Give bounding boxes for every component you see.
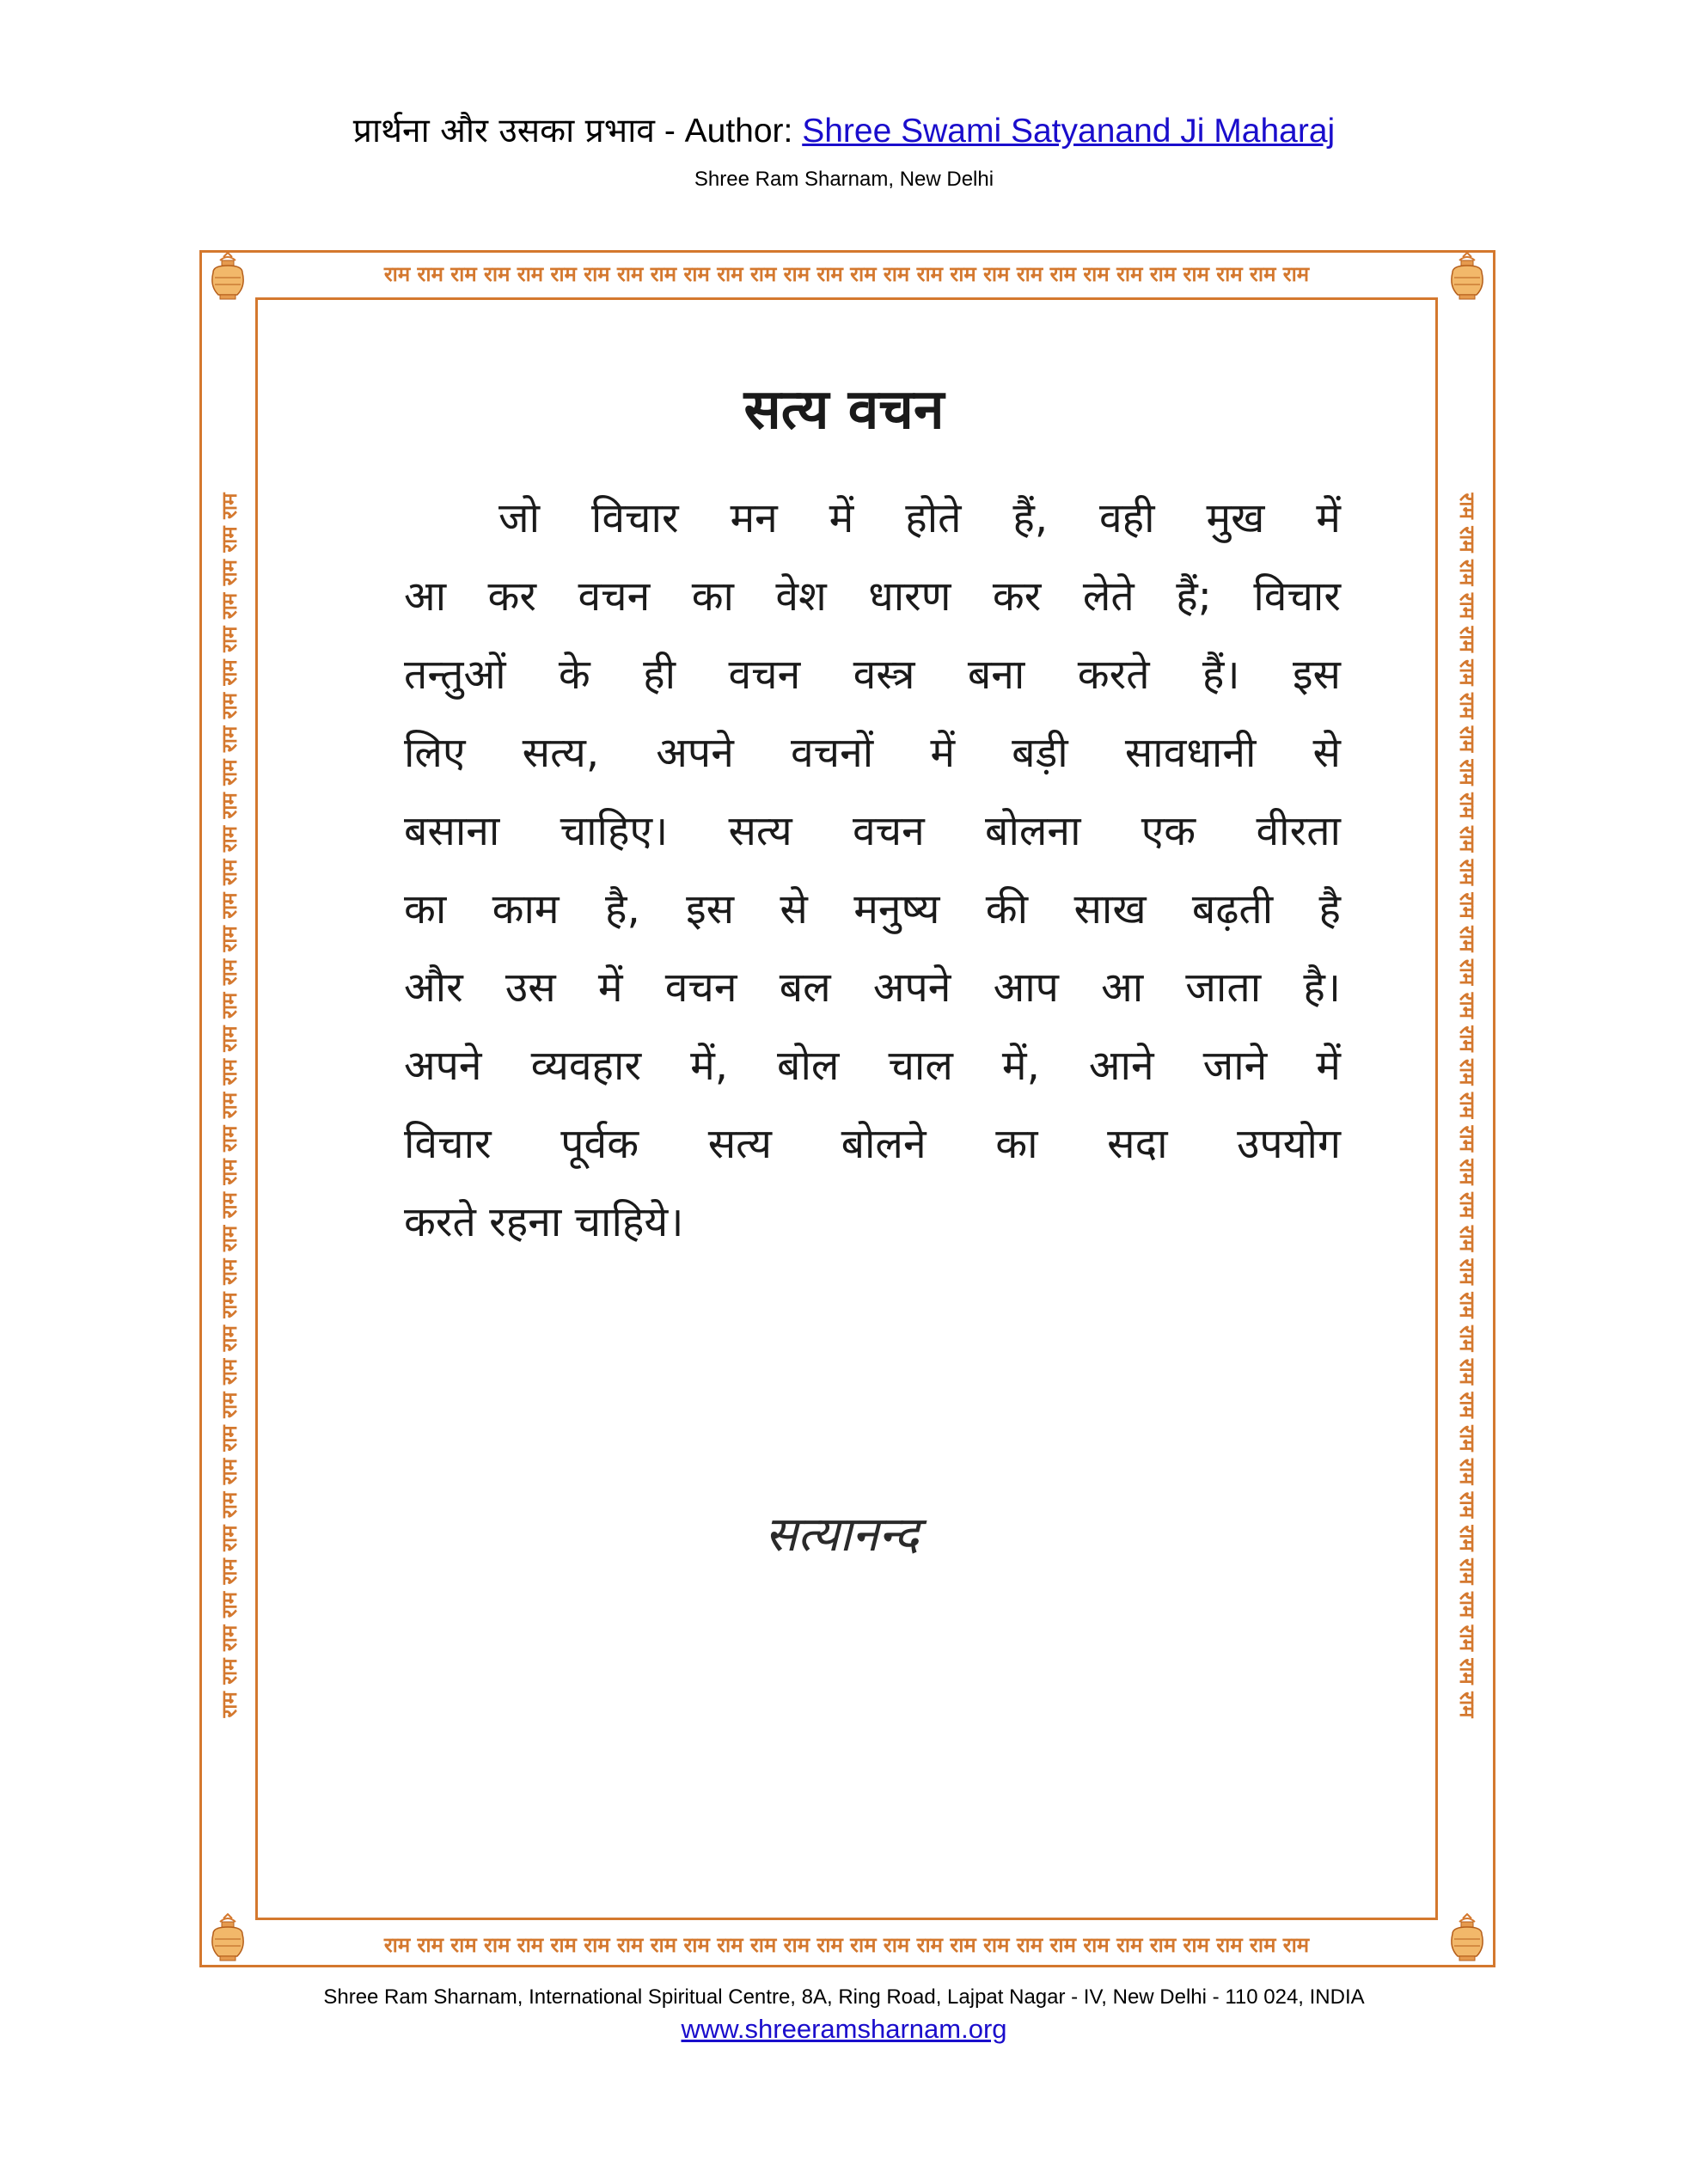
body-line: अपने व्यवहार में, बोल चाल में, आने जाने में: [404, 1042, 1341, 1090]
kalash-icon: [1442, 252, 1492, 302]
document-subtitle: Shree Ram Sharnam, New Delhi: [694, 168, 994, 191]
body-line: तन्तुओं के ही वचन वस्त्र बना करते हैं। इस: [404, 651, 1341, 699]
author-label: - Author:: [654, 113, 803, 150]
kalash-icon: [1442, 1913, 1492, 1963]
border-text-bottom: राम राम राम राम राम राम राम राम राम राम राम राम राम राम राम राम राम राम राम राम राम राम राम राम राम राम राम राम: [383, 1933, 1310, 1957]
body-line: का काम है, इस से मनुष्य की साख बढ़ती है: [404, 885, 1341, 933]
body-line: लिए सत्य, अपने वचनों में बड़ी सावधानी से: [404, 729, 1341, 777]
border-text-right: राम राम राम राम राम राम राम राम राम राम राम राम राम राम राम राम राम राम राम राम राम राम राम राम राम राम राम राम राम राम राम राम राम राम राम राम राम: [1455, 492, 1479, 1718]
border-text-top: राम राम राम राम राम राम राम राम राम राम राम राम राम राम राम राम राम राम राम राम राम राम राम राम राम राम राम राम: [383, 262, 1310, 286]
footer-url-container: [0, 2014, 1688, 2045]
footer-address: Shree Ram Sharnam, International Spiritual Centre, 8A, Ring Road, Lajpat Nagar - IV, New Delhi - 110 024, INDIA: [323, 1985, 1365, 2009]
border-text-left: राम राम राम राम राम राम राम राम राम राम राम राम राम राम राम राम राम राम राम राम राम राम राम राम राम राम राम राम राम राम राम राम राम राम राम राम राम: [217, 492, 242, 1718]
body-line: करते रहना चाहिये।: [404, 1198, 684, 1246]
body-line: आ कर वचन का वेश धारण कर लेते हैं; विचार: [404, 572, 1341, 621]
body-line: बसाना चाहिए। सत्य वचन बोलना एक वीरता: [404, 807, 1341, 855]
body-text: [404, 480, 1341, 1262]
author-link[interactable]: Shree Swami Satyanand Ji Maharaj: [802, 113, 1336, 150]
document-title: प्रार्थना और उसका प्रभाव: [352, 112, 655, 150]
body-line: और उस में वचन बल अपने आप आ जाता है।: [404, 964, 1341, 1012]
kalash-icon: [203, 252, 253, 302]
website-link[interactable]: www.shreeramsharnam.org: [681, 2014, 1007, 2044]
kalash-icon: [203, 1913, 253, 1963]
document-header: [0, 110, 1688, 153]
body-line: विचार पूर्वक सत्य बोलने का सदा उपयोग: [404, 1120, 1341, 1168]
body-line: जो विचार मन में होते हैं, वही मुख में: [498, 494, 1341, 542]
signature: सत्यानन्द: [765, 1507, 920, 1563]
page-heading: सत्य वचन: [743, 378, 945, 442]
